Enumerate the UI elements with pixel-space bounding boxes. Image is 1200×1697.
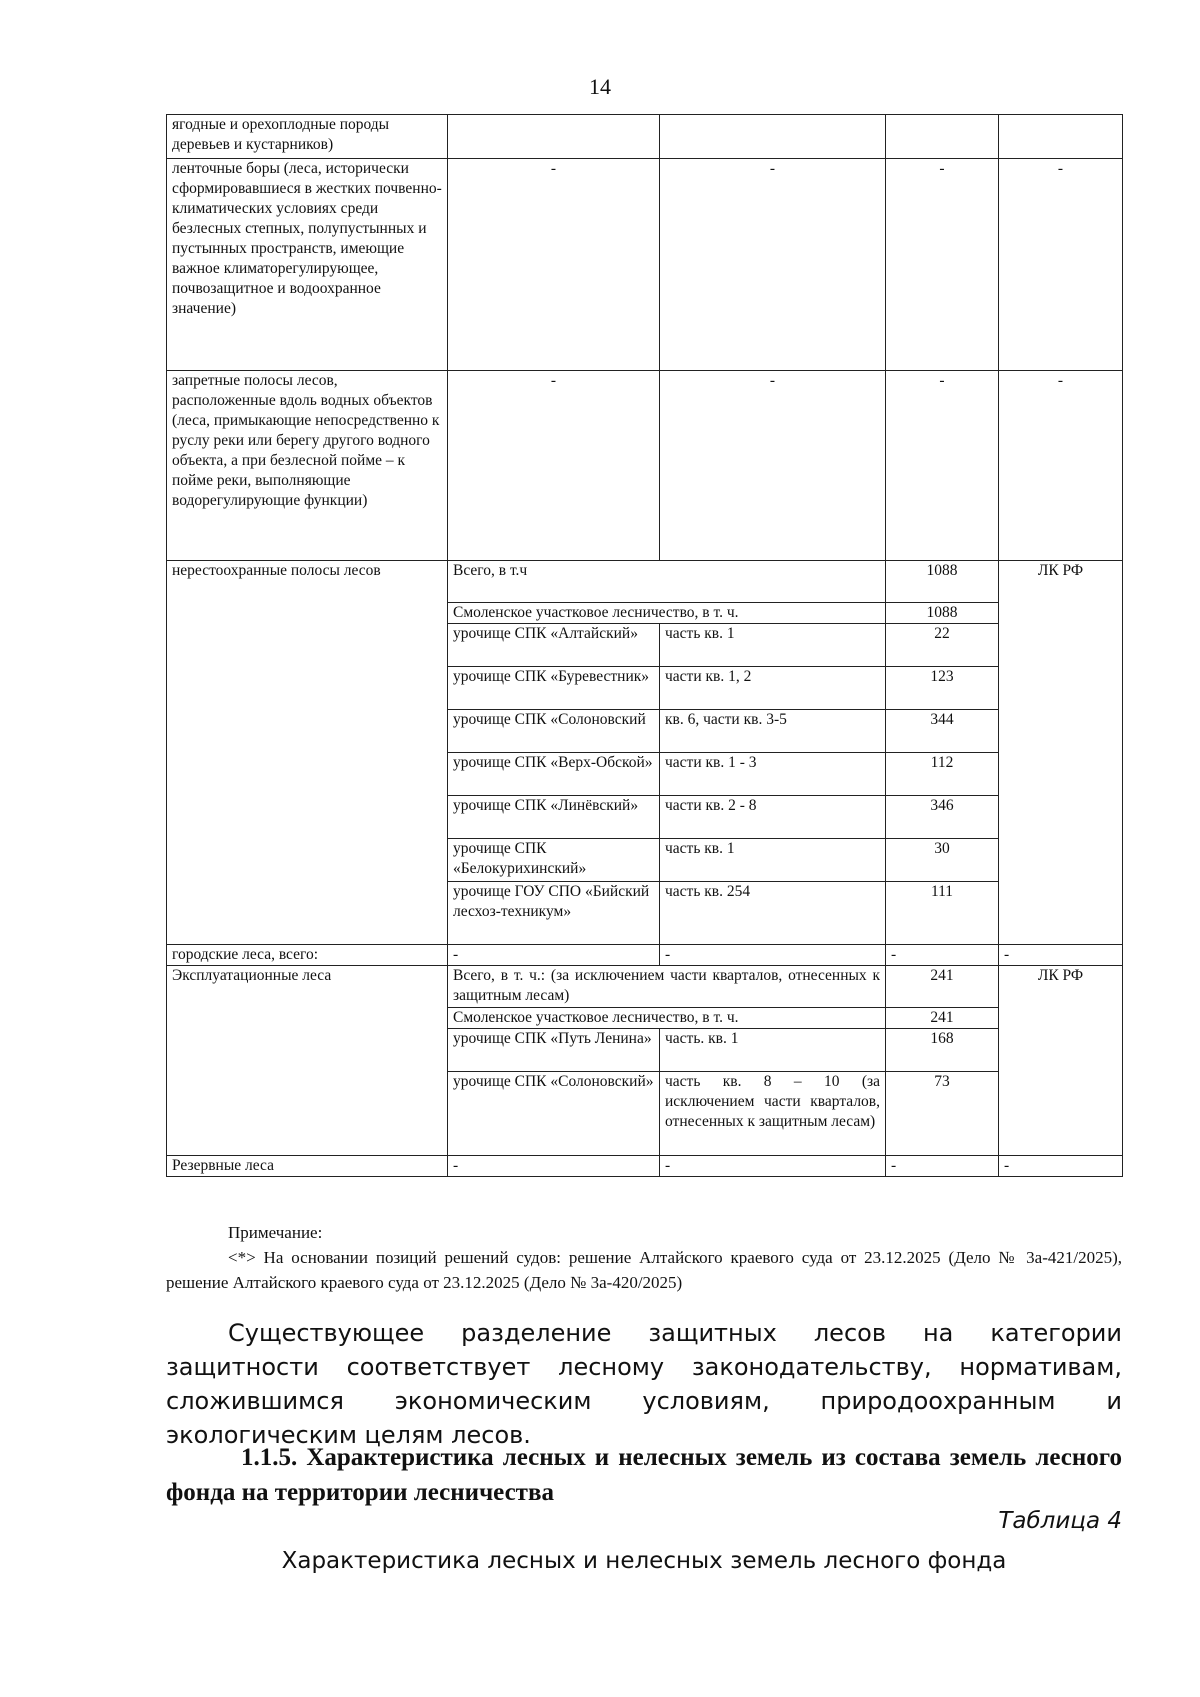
tract-quarters: часть кв. 254 xyxy=(660,882,886,945)
row-label: ленточные боры (леса, исторически сформировавшиеся в жестких почвенно-климатических условиях среди безлесных степных, полупустынных и пустынных пространств, имеющие важное климаторегулирующее, почвозащитное и водоохранное значение) xyxy=(167,159,448,371)
note-title: Примечание: xyxy=(228,1223,323,1242)
tract-area: 123 xyxy=(886,667,999,710)
tract-area: 346 xyxy=(886,796,999,839)
tract-name: урочище СПК «Линёвский» xyxy=(448,796,660,839)
tract-quarters: часть кв. 1 xyxy=(660,839,886,882)
tract-name: урочище СПК «Белокурихинский» xyxy=(448,839,660,882)
total-value: 241 xyxy=(886,966,999,1008)
tract-quarters: части кв. 1, 2 xyxy=(660,667,886,710)
table-title: Характеристика лесных и нелесных земель лесного фонда xyxy=(281,1548,1007,1574)
dash-cell: - xyxy=(886,159,999,371)
dash-cell: - xyxy=(660,1156,886,1177)
legal-basis: ЛК РФ xyxy=(999,966,1123,1156)
row-label: нерестоохранные полосы лесов xyxy=(167,561,448,945)
tract-name: урочище СПК «Верх-Обской» xyxy=(448,753,660,796)
row-label: Резервные леса xyxy=(167,1156,448,1177)
total-label: Всего, в т.ч xyxy=(448,561,886,603)
district-label: Смоленское участковое лесничество, в т. ч. xyxy=(448,1008,886,1029)
tract-area: 30 xyxy=(886,839,999,882)
dash-cell: - xyxy=(886,945,999,966)
row-label xyxy=(167,371,448,561)
tract-quarters: кв. 6, части кв. 3-5 xyxy=(660,710,886,753)
tract-name: урочище СПК «Путь Ленина» xyxy=(448,1029,660,1072)
dash-cell: - xyxy=(448,1156,660,1177)
district-label: Смоленское участковое лесничество, в т. ч. xyxy=(448,603,886,624)
tract-name: урочище СПК «Алтайский» xyxy=(448,624,660,667)
table-row xyxy=(167,966,1123,1008)
table-note xyxy=(166,1220,1122,1295)
tract-quarters: часть кв. 1 xyxy=(660,624,886,667)
table-row xyxy=(167,561,1123,603)
body-paragraph: Существующее разделение защитных лесов на категории защитности соответствует лесному законодательству, нормативам, сложившимся экономическим условиям, природоохранным и экологическим целям лесов. xyxy=(166,1319,1122,1449)
tract-quarters: части кв. 1 - 3 xyxy=(660,753,886,796)
tract-name: урочище СПК «Солоновский» xyxy=(448,1072,660,1156)
note-text: <*> На основании позиций решений судов: решение Алтайского краевого суда от 23.12.2025 (Дело № 3а-421/2025), решение Алтайского краевого суда от 23.12.2025 (Дело № 3а-420/2025) xyxy=(166,1248,1122,1292)
row-label: ягодные и орехоплодные породы деревьев и кустарников) xyxy=(167,115,448,159)
protective-forests-table xyxy=(166,114,1123,1177)
tract-name: урочище СПК «Буревестник» xyxy=(448,667,660,710)
dash-cell: - xyxy=(999,1156,1123,1177)
tract-quarters: часть кв. 8 – 10 (за исключением части кварталов, отнесенных к защитным лесам) xyxy=(660,1072,886,1156)
row-label: городские леса, всего: xyxy=(167,945,448,966)
tract-area: 22 xyxy=(886,624,999,667)
tract-name: урочище ГОУ СПО «Бийский лесхоз-техникум» xyxy=(448,882,660,945)
legal-basis: ЛК РФ xyxy=(999,561,1123,945)
row-label-note: (леса, примыкающие непосредственно к руслу реки или берегу другого водного объекта, а при безлесной пойме – к пойме реки, выполняющие водорегулирующие функции) xyxy=(172,412,440,509)
total-label: Всего, в т. ч.: (за исключением части кварталов, отнесенных к защитным лесам) xyxy=(448,966,886,1008)
tract-name: урочище СПК «Солоновский xyxy=(448,710,660,753)
table-row xyxy=(167,115,1123,159)
section-heading: 1.1.5. Характеристика лесных и нелесных земель из состава земель лесного фонда на территории лесничества xyxy=(166,1444,1122,1506)
tract-area: 344 xyxy=(886,710,999,753)
dash-cell: - xyxy=(999,159,1123,371)
tract-quarters: части кв. 2 - 8 xyxy=(660,796,886,839)
dash-cell: - xyxy=(999,945,1123,966)
tract-area: 73 xyxy=(886,1072,999,1156)
total-value: 1088 xyxy=(886,561,999,603)
dash-cell: - xyxy=(448,371,660,561)
tract-quarters: часть. кв. 1 xyxy=(660,1029,886,1072)
page-number: 14 xyxy=(589,74,611,99)
tract-area: 112 xyxy=(886,753,999,796)
dash-cell: - xyxy=(660,371,886,561)
row-label: Эксплуатационные леса xyxy=(167,966,448,1156)
table-row xyxy=(167,371,1123,561)
dash-cell: - xyxy=(660,159,886,371)
dash-cell: - xyxy=(660,945,886,966)
table-number-label: Таблица 4 xyxy=(998,1508,1122,1534)
dash-cell: - xyxy=(448,159,660,371)
tract-area: 111 xyxy=(886,882,999,945)
row-label-main: запретные полосы лесов, расположенные вдоль водных объектов xyxy=(172,372,433,409)
table-row xyxy=(167,945,1123,966)
dash-cell: - xyxy=(886,1156,999,1177)
dash-cell: - xyxy=(886,371,999,561)
table-row xyxy=(167,159,1123,371)
tract-area: 168 xyxy=(886,1029,999,1072)
dash-cell: - xyxy=(448,945,660,966)
district-value: 1088 xyxy=(886,603,999,624)
dash-cell: - xyxy=(999,371,1123,561)
district-value: 241 xyxy=(886,1008,999,1029)
table-row xyxy=(167,1156,1123,1177)
